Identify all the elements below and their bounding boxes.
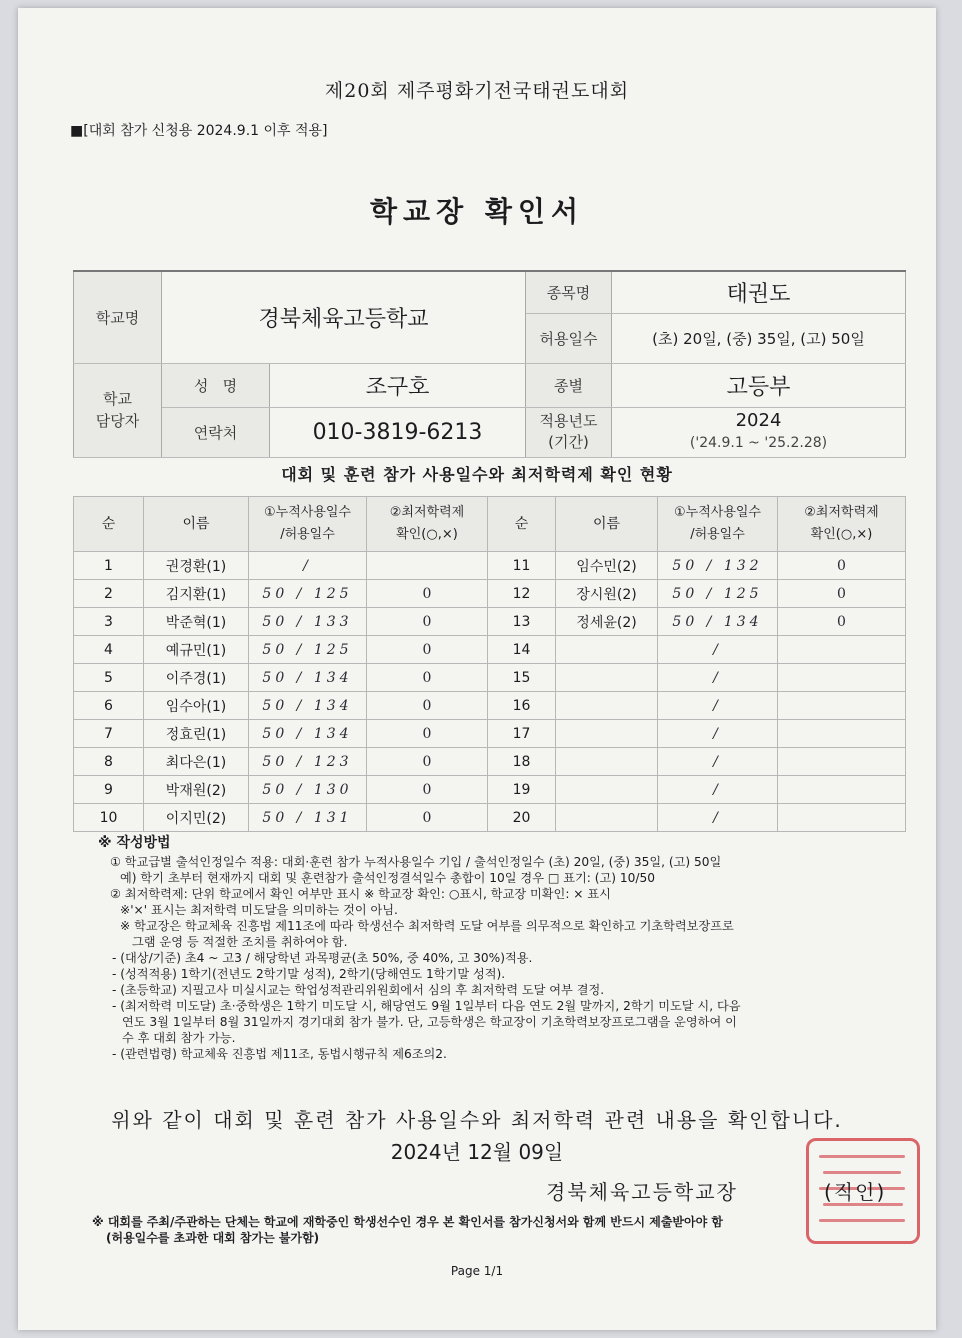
student-name: 최다은(1) — [144, 748, 249, 776]
student-name: 김지환(1) — [144, 580, 249, 608]
academic-check: 0 — [778, 608, 906, 636]
table-row — [488, 636, 906, 664]
table-row — [488, 720, 906, 748]
academic-check: 0 — [367, 720, 488, 748]
footnote-line-1: ※ 대회를 주최/주관하는 단체는 학교에 재학중인 학생선수인 경우 본 확인서를 참가신청서와 함께 반드시 제출받아야 함 — [92, 1215, 723, 1229]
usage-days: / — [658, 692, 778, 720]
table-row — [488, 664, 906, 692]
usage-days: / — [658, 776, 778, 804]
manager-label: 학교 담당자 — [74, 363, 162, 457]
name-label: 성 명 — [162, 363, 270, 407]
student-name — [556, 664, 658, 692]
academic-check: 0 — [367, 664, 488, 692]
method-line: 연도 3월 1일부터 8월 31일까지 경기대회 참가 불가. 단, 고등학생은 학교장이 기초학력보장프로그램을 운영하여 이 — [122, 1015, 737, 1029]
academic-check: 0 — [367, 580, 488, 608]
student-name — [556, 804, 658, 832]
method-line: - (대상/기준) 초4 ~ 고3 / 해당학년 과목평균(초 50%, 중 40%, 고 30%)적용. — [112, 951, 533, 965]
row-number: 18 — [488, 748, 556, 776]
academic-check — [778, 776, 906, 804]
row-number: 11 — [488, 552, 556, 580]
table-row — [488, 608, 906, 636]
table-row — [488, 804, 906, 832]
header-name: 이름 — [556, 497, 658, 552]
row-number: 17 — [488, 720, 556, 748]
usage-days: / — [658, 636, 778, 664]
methods-title: ※ 작성방법 — [98, 835, 171, 851]
academic-check — [778, 804, 906, 832]
school-value: 경북체육고등학교 — [162, 271, 526, 363]
usage-days: 50 / 134 — [249, 664, 367, 692]
row-number: 19 — [488, 776, 556, 804]
row-number: 1 — [74, 552, 144, 580]
academic-check: 0 — [367, 776, 488, 804]
contest-name: 제20회 제주평화기전국태권도대회 — [324, 80, 630, 102]
header-check: ②최저학력제 확인(○,×) — [778, 497, 906, 552]
period-value: ('24.9.1 ~ '25.2.28) — [689, 435, 828, 451]
student-name: 임수민(2) — [556, 552, 658, 580]
academic-check — [367, 552, 488, 580]
table-row — [488, 748, 906, 776]
table-row — [74, 748, 488, 776]
row-number: 12 — [488, 580, 556, 608]
method-line: ② 최저학력제: 단위 학교에서 확인 여부만 표시 ※ 학교장 확인: ○표시, 학교장 미확인: × 표시 — [110, 887, 611, 901]
contact-label: 연락처 — [162, 407, 270, 457]
academic-check: 0 — [367, 636, 488, 664]
allowed-days-value: (초) 20일, (중) 35일, (고) 50일 — [612, 313, 906, 363]
division-label: 종별 — [526, 363, 612, 407]
table-row — [74, 636, 488, 664]
student-name — [556, 636, 658, 664]
student-name: 권경환(1) — [144, 552, 249, 580]
row-number: 20 — [488, 804, 556, 832]
academic-check — [778, 664, 906, 692]
row-number: 14 — [488, 636, 556, 664]
table-row — [74, 776, 488, 804]
table-row — [488, 580, 906, 608]
row-number: 7 — [74, 720, 144, 748]
contact-value: 010-3819-6213 — [270, 407, 526, 457]
year-cell — [612, 407, 906, 457]
principal-name: 경북체육고등학교장 — [546, 1180, 738, 1204]
row-number: 15 — [488, 664, 556, 692]
method-line: 그램 운영 등 적절한 조치를 취하여야 함. — [132, 935, 348, 949]
row-number: 8 — [74, 748, 144, 776]
method-line: - (초등학교) 지필고사 미실시교는 학업성적관리위원회에서 심의 후 최저학력 도달 여부 결정. — [112, 983, 605, 997]
academic-check — [778, 636, 906, 664]
allowed-days-label: 허용일수 — [526, 313, 612, 363]
table-row — [74, 608, 488, 636]
usage-days: 50 / 132 — [658, 552, 778, 580]
method-line: - (관련법령) 학교체육 진흥법 제11조, 동법시행규칙 제6조의2. — [112, 1047, 447, 1061]
application-notice: ■[대회 참가 신청용 2024.9.1 이후 적용] — [70, 123, 328, 139]
student-name: 정효린(1) — [144, 720, 249, 748]
header-name: 이름 — [144, 497, 249, 552]
section-title: 대회 및 훈련 참가 사용일수와 최저학력제 확인 현황 — [281, 465, 673, 484]
event-label: 종목명 — [526, 271, 612, 313]
academic-check: 0 — [367, 804, 488, 832]
year-value: 2024 — [735, 410, 782, 431]
usage-days: 50 / 134 — [249, 692, 367, 720]
table-row — [488, 776, 906, 804]
page-number: Page 1/1 — [450, 1264, 504, 1278]
student-name: 정세윤(2) — [556, 608, 658, 636]
student-name: 이지민(2) — [144, 804, 249, 832]
usage-days: 50 / 125 — [658, 580, 778, 608]
student-name — [556, 776, 658, 804]
usage-days: 50 / 134 — [658, 608, 778, 636]
manager-name: 조구호 — [270, 363, 526, 407]
row-number: 6 — [74, 692, 144, 720]
method-line: - (최저학력 미도달) 초·중학생은 1학기 미도달 시, 해당연도 9월 1일부터 다음 연도 2월 말까지, 2학기 미도달 시, 다음 — [112, 999, 741, 1013]
academic-check — [778, 748, 906, 776]
method-line: 수 후 대회 참가 가능. — [122, 1031, 236, 1045]
document-page — [18, 8, 936, 1330]
academic-check — [778, 692, 906, 720]
student-name: 이주경(1) — [144, 664, 249, 692]
row-number: 10 — [74, 804, 144, 832]
usage-table-right — [487, 496, 906, 832]
usage-days: / — [658, 664, 778, 692]
table-row — [74, 552, 488, 580]
usage-days: 50 / 133 — [249, 608, 367, 636]
header-no: 순 — [488, 497, 556, 552]
document-title: 학교장 확인서 — [369, 195, 585, 228]
methods-list — [110, 854, 910, 1062]
row-number: 13 — [488, 608, 556, 636]
method-line: 예) 학기 초부터 현재까지 대회 및 훈련참가 출석인정결석일수 총합이 10일 경우 □ 표기: (고) 10/50 — [120, 871, 656, 885]
usage-days: / — [658, 748, 778, 776]
student-name — [556, 748, 658, 776]
method-line: ※ 학교장은 학교체육 진흥법 제11조에 따라 학생선수 최저학력 도달 여부를 의무적으로 확인하고 기초학력보장프로 — [120, 919, 734, 933]
method-line: - (성적적용) 1학기(전년도 2학기말 성적), 2학기(당해연도 1학기말 성적). — [112, 967, 506, 981]
student-name — [556, 692, 658, 720]
table-row — [488, 692, 906, 720]
info-table — [73, 270, 906, 458]
header-days: ①누적사용일수 /허용일수 — [658, 497, 778, 552]
year-label: 적용년도 (기간) — [526, 407, 612, 457]
student-name: 예규민(1) — [144, 636, 249, 664]
usage-days: 50 / 125 — [249, 636, 367, 664]
row-number: 16 — [488, 692, 556, 720]
usage-days: 50 / 125 — [249, 580, 367, 608]
header-check: ②최저학력제 확인(○,×) — [367, 497, 488, 552]
confirmation-date: 2024년 12월 09일 — [390, 1140, 564, 1164]
student-name — [556, 720, 658, 748]
row-number: 4 — [74, 636, 144, 664]
header-no: 순 — [74, 497, 144, 552]
usage-days: 50 / 130 — [249, 776, 367, 804]
header-days: ①누적사용일수 /허용일수 — [249, 497, 367, 552]
table-row — [74, 804, 488, 832]
table-row — [74, 692, 488, 720]
usage-days: / — [658, 720, 778, 748]
row-number: 5 — [74, 664, 144, 692]
academic-check — [778, 720, 906, 748]
student-name: 장시원(2) — [556, 580, 658, 608]
table-row — [74, 720, 488, 748]
student-name: 박준혁(1) — [144, 608, 249, 636]
row-number: 3 — [74, 608, 144, 636]
usage-days: / — [658, 804, 778, 832]
confirmation-statement: 위와 같이 대회 및 훈련 참가 사용일수와 최저학력 관련 내용을 확인합니다. — [111, 1108, 843, 1132]
table-row — [74, 664, 488, 692]
usage-table-left — [73, 496, 488, 832]
school-label: 학교명 — [74, 271, 162, 363]
academic-check: 0 — [778, 552, 906, 580]
footnote — [92, 1214, 723, 1246]
row-number: 2 — [74, 580, 144, 608]
event-value: 태권도 — [612, 271, 906, 313]
student-name: 임수아(1) — [144, 692, 249, 720]
usage-days: 50 / 131 — [249, 804, 367, 832]
seal-label: (직인) — [824, 1180, 887, 1204]
academic-check: 0 — [778, 580, 906, 608]
usage-days: 50 / 123 — [249, 748, 367, 776]
usage-days: / — [249, 552, 367, 580]
division-value: 고등부 — [612, 363, 906, 407]
student-name: 박재원(2) — [144, 776, 249, 804]
footnote-line-2: (허용일수를 초과한 대회 참가는 불가함) — [106, 1231, 320, 1245]
usage-days: 50 / 134 — [249, 720, 367, 748]
table-row — [488, 552, 906, 580]
row-number: 9 — [74, 776, 144, 804]
academic-check: 0 — [367, 748, 488, 776]
academic-check: 0 — [367, 608, 488, 636]
method-line: ※'×' 표시는 최저학력 미도달을 의미하는 것이 아님. — [120, 903, 398, 917]
academic-check: 0 — [367, 692, 488, 720]
table-row — [74, 580, 488, 608]
method-line: ① 학교급별 출석인정일수 적용: 대회·훈련 참가 누적사용일수 기입 / 출석인정일수 (초) 20일, (중) 35일, (고) 50일 — [110, 855, 722, 869]
